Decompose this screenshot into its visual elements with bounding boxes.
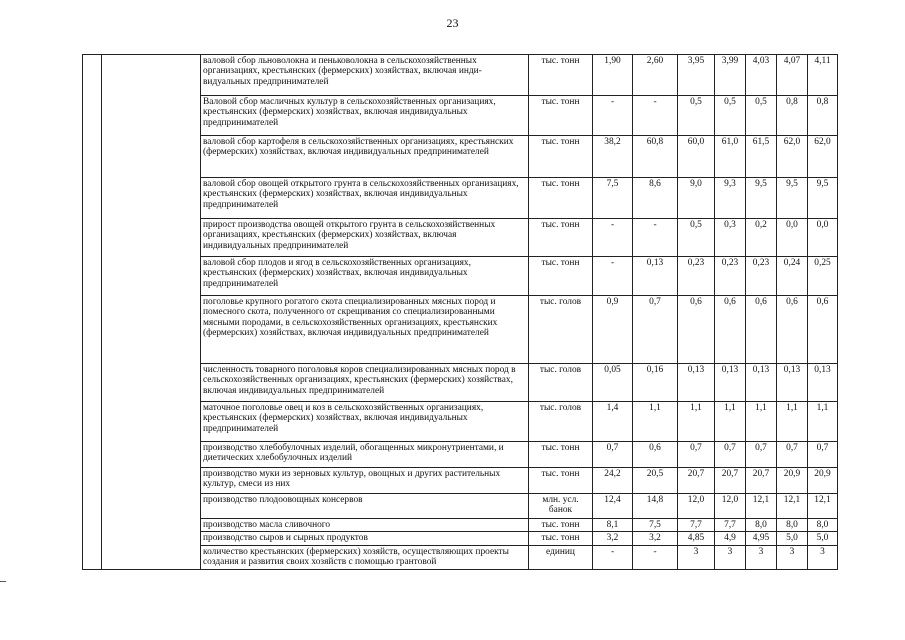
- indicator-value: 3,2: [593, 532, 633, 545]
- indicator-value: 0,6: [715, 296, 746, 364]
- indicator-name: прирост производства овощей открытого грунта в сельскохозяйственных организациях, крестьянских (фермерских) хозяйствах, включая индивидуальных предпринимателей: [201, 219, 529, 257]
- indicator-value: 1,1: [777, 402, 808, 442]
- indicator-unit: тыс. тонн: [529, 219, 593, 257]
- indicator-value: 60,0: [678, 136, 715, 178]
- indicator-value: 60,8: [633, 136, 678, 178]
- indicator-value: -: [593, 96, 633, 136]
- indicator-value: 0,13: [633, 257, 678, 296]
- indicator-value: 9,3: [715, 178, 746, 219]
- margin-mark: [0, 581, 6, 582]
- indicator-value: 0,8: [777, 96, 808, 136]
- indicator-value: 1,1: [678, 402, 715, 442]
- indicator-value: 0,5: [678, 96, 715, 136]
- table-row: [83, 55, 838, 96]
- page-number: 23: [446, 16, 459, 30]
- indicator-value: 3,95: [678, 55, 715, 96]
- indicator-value: 0,7: [633, 296, 678, 364]
- indicator-value: 62,0: [777, 136, 808, 178]
- indicator-value: 8,0: [746, 519, 777, 532]
- indicator-unit: единиц: [529, 545, 593, 569]
- indicator-value: 8,0: [777, 519, 808, 532]
- indicator-value: 0,6: [808, 296, 838, 364]
- indicator-value: 9,0: [678, 178, 715, 219]
- indicator-value: 4,07: [777, 55, 808, 96]
- indicator-unit: тыс. тонн: [529, 442, 593, 468]
- indicator-value: 14,8: [633, 494, 678, 519]
- indicator-value: 7,5: [633, 519, 678, 532]
- indicator-unit: тыс. тонн: [529, 55, 593, 96]
- indicator-value: 1,1: [633, 402, 678, 442]
- indicator-value: 0,3: [715, 219, 746, 257]
- first-column-cell: [83, 55, 102, 570]
- indicator-value: 0,23: [746, 257, 777, 296]
- indicator-name: производство плодоовощных консервов: [201, 494, 529, 519]
- indicator-value: 12,1: [746, 494, 777, 519]
- indicator-value: 9,5: [746, 178, 777, 219]
- indicator-value: -: [633, 219, 678, 257]
- indicator-value: 0,13: [715, 364, 746, 402]
- indicator-unit: тыс. тонн: [529, 532, 593, 545]
- indicator-value: 0,13: [746, 364, 777, 402]
- indicator-value: 5,0: [777, 532, 808, 545]
- indicator-name: маточное поголовье овец и коз в сельскохозяйственных организациях, крестьянских (фермерских) хозяйствах, включая индивидуальных предпринимателей: [201, 402, 529, 442]
- indicator-value: 8,1: [593, 519, 633, 532]
- indicator-value: 3,99: [715, 55, 746, 96]
- indicator-value: -: [593, 257, 633, 296]
- indicator-unit: тыс. голов: [529, 364, 593, 402]
- indicator-value: 2,60: [633, 55, 678, 96]
- indicator-value: 7,5: [593, 178, 633, 219]
- indicator-value: 3: [746, 545, 777, 569]
- indicator-name: производство хлебобулочных изделий, обогащенных микронутриентами, и диетических хлебобулочных изделий: [201, 442, 529, 468]
- indicator-value: 0,13: [678, 364, 715, 402]
- indicator-unit: тыс. тонн: [529, 519, 593, 532]
- indicator-unit: тыс. тонн: [529, 468, 593, 494]
- indicator-value: 8,0: [808, 519, 838, 532]
- indicator-unit: тыс. тонн: [529, 96, 593, 136]
- indicator-value: 62,0: [808, 136, 838, 178]
- indicator-value: 38,2: [593, 136, 633, 178]
- indicator-value: 4,11: [808, 55, 838, 96]
- indicator-value: 20,9: [777, 468, 808, 494]
- indicator-value: 0,7: [715, 442, 746, 468]
- indicator-value: 0,5: [715, 96, 746, 136]
- indicator-name: количество крестьянских (фермерских) хозяйств, осуществляющих проекты создания и развития своих хозяйств с помощью грантовой: [201, 545, 529, 569]
- indicator-value: 12,0: [678, 494, 715, 519]
- indicator-value: 20,7: [678, 468, 715, 494]
- indicator-value: 61,0: [715, 136, 746, 178]
- indicator-value: 0,24: [777, 257, 808, 296]
- indicator-value: -: [633, 545, 678, 569]
- indicator-name: валовой сбор картофеля в сельскохозяйственных организациях, крестьянских (фермерских) хозяйствах, включая индивидуальных предпринимателей: [201, 136, 529, 178]
- indicator-unit: тыс. голов: [529, 296, 593, 364]
- indicator-name: валовой сбор льноволокна и пеньковолокна в сельскохозяйственных организациях, крестьянских (фермерских) хозяйствах, включая индивидуальных предпринимателей: [201, 55, 529, 96]
- indicator-value: 0,7: [678, 442, 715, 468]
- indicator-value: 1,1: [808, 402, 838, 442]
- indicator-value: 0,8: [808, 96, 838, 136]
- indicator-value: 1,1: [715, 402, 746, 442]
- indicator-value: 1,1: [746, 402, 777, 442]
- second-column-cell: [102, 55, 201, 570]
- indicator-value: 0,7: [746, 442, 777, 468]
- indicator-value: 12,4: [593, 494, 633, 519]
- indicator-value: 0,5: [678, 219, 715, 257]
- indicator-value: 3: [777, 545, 808, 569]
- indicator-value: 0,5: [746, 96, 777, 136]
- indicator-value: 7,7: [678, 519, 715, 532]
- indicator-value: 3,2: [633, 532, 678, 545]
- indicator-name: валовой сбор плодов и ягод в сельскохозяйственных организациях, крестьянских (фермерских) хозяйствах, включая индивидуальных предпринимателей: [201, 257, 529, 296]
- indicator-value: 1,90: [593, 55, 633, 96]
- indicator-value: 0,7: [808, 442, 838, 468]
- indicator-value: 0,13: [808, 364, 838, 402]
- indicator-value: 8,6: [633, 178, 678, 219]
- indicator-name: валовой сбор овощей открытого грунта в сельскохозяйственных организациях, крестьянских (фермерских) хозяйствах, включая индивидуальных предпринимателей: [201, 178, 529, 219]
- indicator-unit: тыс. тонн: [529, 257, 593, 296]
- indicator-value: 4,95: [746, 532, 777, 545]
- indicator-value: 0,6: [746, 296, 777, 364]
- indicator-unit: тыс. голов: [529, 402, 593, 442]
- indicator-value: 20,5: [633, 468, 678, 494]
- indicator-value: 3: [808, 545, 838, 569]
- indicators-table: [82, 54, 838, 570]
- indicator-name: производство сыров и сырных продуктов: [201, 532, 529, 545]
- indicator-value: 12,0: [715, 494, 746, 519]
- indicator-unit: млн. усл. банок: [529, 494, 593, 519]
- indicator-value: 0,23: [715, 257, 746, 296]
- indicator-value: 20,7: [746, 468, 777, 494]
- indicator-value: -: [633, 96, 678, 136]
- indicator-value: 0,13: [777, 364, 808, 402]
- indicator-name: Валовой сбор масличных культур в сельскохозяйственных организациях, крестьянских (фермерских) хозяйствах, включая индивидуальных предпринимателей: [201, 96, 529, 136]
- indicator-value: 5,0: [808, 532, 838, 545]
- indicator-value: 3: [678, 545, 715, 569]
- indicator-value: 0,6: [633, 442, 678, 468]
- indicator-name: производство муки из зерновых культур, овощных и других растительных культур, смеси из них: [201, 468, 529, 494]
- indicator-value: 24,2: [593, 468, 633, 494]
- indicator-value: 0,9: [593, 296, 633, 364]
- indicator-value: 4,03: [746, 55, 777, 96]
- indicator-value: 12,1: [808, 494, 838, 519]
- indicator-name: поголовье крупного рогатого скота специализированных мясных пород и помесного скота, полученного от скрещивания со специализированными мясными породами, в сельскохозяйственных организациях, крестьянских (фермерских) хозяйствах, включая индивидуальных предпринимателей: [201, 296, 529, 364]
- indicator-value: 0,6: [777, 296, 808, 364]
- indicator-value: 3: [715, 545, 746, 569]
- indicator-value: -: [593, 219, 633, 257]
- indicator-value: 12,1: [777, 494, 808, 519]
- indicator-unit: тыс. тонн: [529, 136, 593, 178]
- indicator-value: 0,7: [593, 442, 633, 468]
- indicator-name: производство масла сливочного: [201, 519, 529, 532]
- indicator-value: 61,5: [746, 136, 777, 178]
- indicator-value: 4,9: [715, 532, 746, 545]
- indicator-value: 0,2: [746, 219, 777, 257]
- indicator-value: 0,23: [678, 257, 715, 296]
- indicator-unit: тыс. тонн: [529, 178, 593, 219]
- indicator-value: 0,25: [808, 257, 838, 296]
- indicator-value: 0,16: [633, 364, 678, 402]
- indicator-value: 20,9: [808, 468, 838, 494]
- indicator-value: 7,7: [715, 519, 746, 532]
- indicator-value: 0,0: [777, 219, 808, 257]
- indicator-value: 9,5: [777, 178, 808, 219]
- indicator-value: 0,05: [593, 364, 633, 402]
- indicator-value: 1,4: [593, 402, 633, 442]
- indicator-value: 0,7: [777, 442, 808, 468]
- indicator-value: 9,5: [808, 178, 838, 219]
- indicator-value: 4,85: [678, 532, 715, 545]
- indicator-value: 20,7: [715, 468, 746, 494]
- indicator-value: 0,0: [808, 219, 838, 257]
- indicator-value: -: [593, 545, 633, 569]
- indicator-value: 0,6: [678, 296, 715, 364]
- indicator-name: численность товарного поголовья коров специализированных мясных пород в сельскохозяйственных организациях, крестьянских (фермерских) хозяйствах, включая индивидуальных предпринимателей: [201, 364, 529, 402]
